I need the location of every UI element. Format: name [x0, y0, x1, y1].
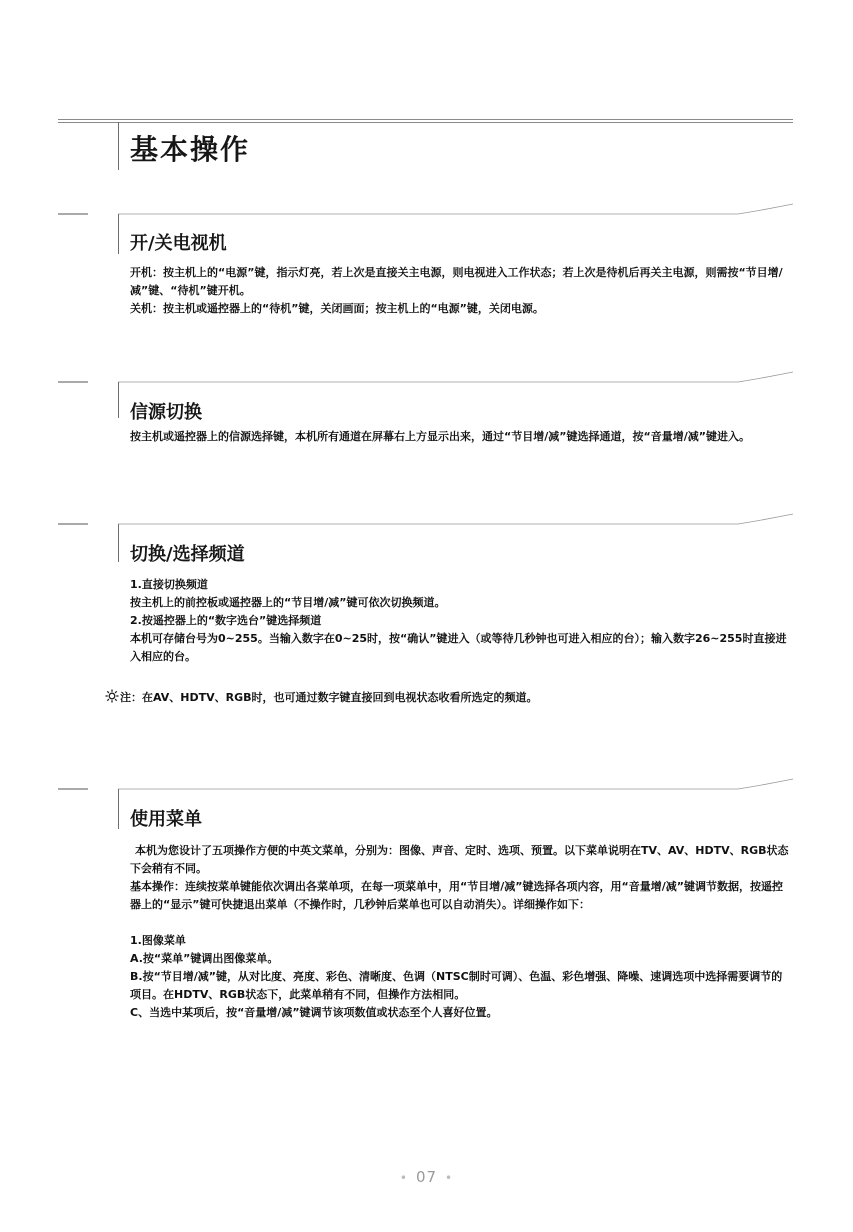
section-title-source: 信源切换 — [130, 402, 202, 423]
section-bar-4 — [118, 789, 119, 829]
section-divider-1 — [58, 200, 798, 230]
paragraph: 开机：按主机上的“电源”键，指示灯亮，若上次是直接关主电源，则电视进入工作状态；若上次是待机后再关主电源，则需按“节目增/减”键、“待机”键开机。 — [130, 266, 783, 297]
section-bar-1 — [118, 214, 119, 254]
page-number-text: 07 — [415, 1168, 438, 1186]
paragraph: 按主机或遥控器上的信源选择键，本机所有通道在屏幕右上方显示出来，通过“节目增/减”键选择通道，按“音量增/减”键进入。 — [130, 430, 750, 443]
page-number — [0, 1168, 853, 1186]
page-dot-right: • — [445, 1171, 454, 1185]
section-body-channel — [130, 576, 792, 666]
title-bar — [118, 122, 119, 170]
header-rule-bottom — [58, 122, 793, 123]
sun-icon — [105, 689, 119, 703]
page-title: 基本操作 — [130, 133, 251, 166]
paragraph: 基本操作：连续按菜单键能依次调出各菜单项，在每一项菜单中，用“节目增/减”键选择各项内容，用“音量增/减”键调节数据，按遥控器上的“显示”键可快捷退出菜单（不操作时，几秒钟后菜单也可以自动消失）。详细操作如下： — [130, 880, 783, 911]
note — [105, 689, 538, 705]
paragraph: C、当选中某项后，按“音量增/减”键调节该项数值或状态至个人喜好位置。 — [130, 1006, 498, 1019]
section-title-channel: 切换/选择频道 — [130, 544, 245, 565]
paragraph: B.按“节目增/减”键，从对比度、亮度、彩色、清晰度、色调（NTSC制时可调）、色温、彩色增强、降噪、速调选项中选择需要调节的项目。在HDTV、RGB状态下，此菜单稍有不同，但操作方法相同。 — [130, 970, 783, 1001]
section-bar-2 — [118, 382, 119, 418]
spacer — [130, 914, 792, 932]
note-text: 注：在AV、HDTV、RGB时，也可通过数字键直接回到电视状态收看所选定的频道。 — [120, 691, 538, 704]
section-divider-2 — [58, 368, 798, 398]
paragraph: 关机：按主机或遥控器上的“待机”键，关闭画面；按主机上的“电源”键，关闭电源。 — [130, 302, 544, 315]
section-title-menu: 使用菜单 — [130, 809, 202, 830]
paragraph: 1.直接切换频道 — [130, 578, 208, 591]
paragraph: 本机为您设计了五项操作方便的中英文菜单，分别为：图像、声音、定时、选项、预置。以下菜单说明在TV、AV、HDTV、RGB状态下会稍有不同。 — [130, 844, 789, 875]
section-title-power: 开/关电视机 — [130, 233, 227, 254]
paragraph: 本机可存储台号为0~255。当输入数字在0~25时，按“确认”键进入（或等待几秒钟也可进入相应的台）；输入数字26~255时直接进入相应的台。 — [130, 632, 787, 663]
section-body-source — [130, 428, 792, 446]
paragraph: A.按“菜单”键调出图像菜单。 — [130, 952, 279, 965]
section-divider-3 — [58, 510, 798, 540]
section-body-power — [130, 264, 792, 318]
header-rule-top — [58, 119, 793, 120]
section-divider-4 — [58, 775, 798, 805]
paragraph: 1.图像菜单 — [130, 934, 186, 947]
paragraph: 2.按遥控器上的“数字选台”键选择频道 — [130, 614, 322, 627]
page-dot-left: • — [399, 1171, 408, 1185]
paragraph: 按主机上的前控板或遥控器上的“节目增/减”键可依次切换频道。 — [130, 596, 446, 609]
section-body-menu — [130, 842, 792, 1022]
section-bar-3 — [118, 524, 119, 562]
